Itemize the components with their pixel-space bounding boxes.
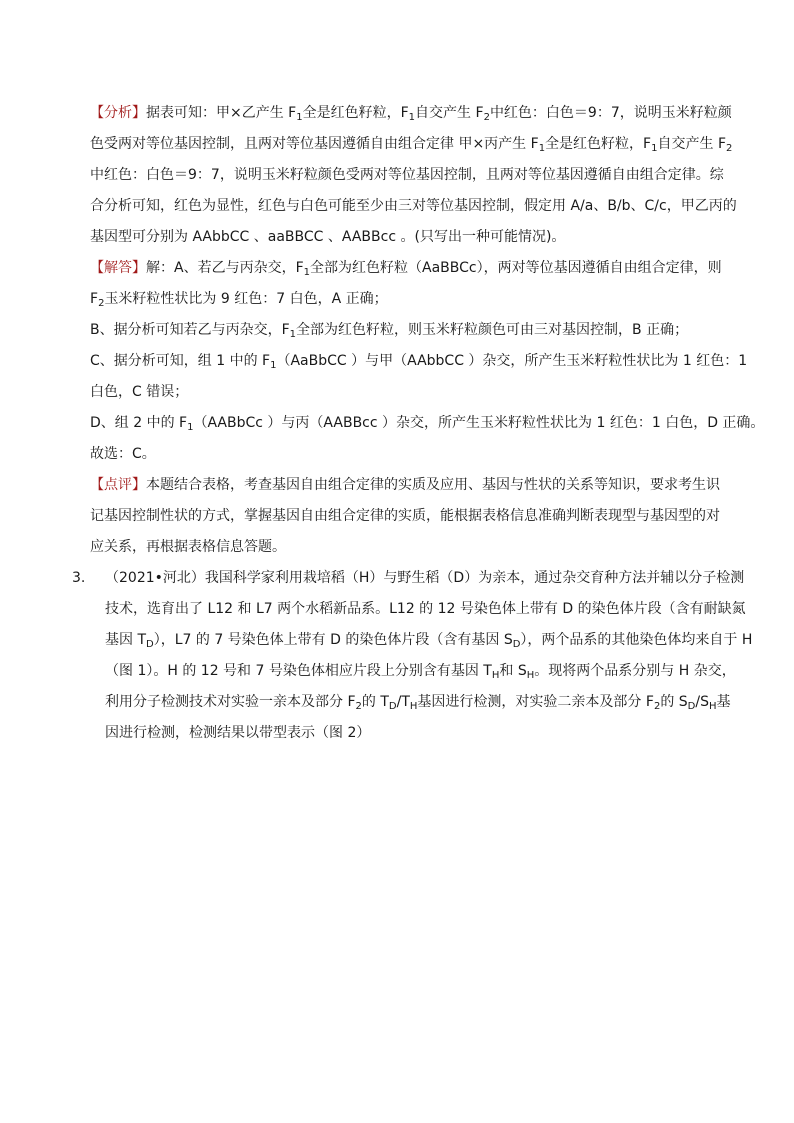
answer-line-2: $F_2$玉米籽粒性状比为 9 红色：7 白色，A 正确； [90,291,388,309]
question-number: 3. [72,570,86,586]
question3-line-6: 因进行检测，检测结果以带型表示（图 2） [105,725,371,741]
comment-tag: 【点评】 [90,477,146,493]
comment-line-1: 【点评】本题结合表格，考查基因自由组合定律的实质及应用、基因与性状的关系等知识，要求考生识 [90,477,720,493]
answer-tag: 【解答】 [90,260,146,276]
comment-line-2: 记基因控制性状的方式，掌握基因自由组合定律的实质，能根据表格信息准确判断表现型与基因型的对 [90,508,720,524]
answer-line-3: B、据分析可知若乙与丙杂交，$F_1$全部为红色籽粒，则玉米籽粒颜色可由三对基因控制，B 正确； [90,322,689,340]
question3-line-3: 基因 $T_D$），L7 的 7 号染色体上带有 D 的染色体片段（含有基因 $S_D$），两个品系的其他染色体均来自于 H [105,632,753,650]
analysis-line-1: 【分析】据表可知：甲×乙产生 $F_1$全是红色籽粒，$F_1$自交产生 $F_2$中红色：白色＝9：7，说明玉米籽粒颜 [90,105,732,123]
question3-line-4: （图 1）。H 的 12 号和 7 号染色体相应片段上分别含有基因 $T_H$和 $S_H$。现将两个品系分别与 H 杂交， [105,663,736,681]
analysis-tag: 【分析】 [90,105,146,121]
analysis-line-4: 合分析可知，红色为显性，红色与白色可能至少由三对等位基因控制，假定用 A/a、B/b、C/c，甲乙丙的 [90,198,737,214]
answer-line-4: C、据分析可知，组 1 中的 $F_1(AaBbCC$ ）与甲（AAbbCC ）杂交，所产生玉米籽粒性状比为 1 红色：1 [90,353,748,371]
analysis-line-3: 中红色：白色＝9：7，说明玉米籽粒颜色受两对等位基因控制，且两对等位基因遵循自由组合定律。综 [90,167,724,183]
answer-line-1: 【解答】解：A、若乙与丙杂交，$F_1$全部为红色籽粒（AaBBCc），两对等位基因遵循自由组合定律，则 [90,260,722,278]
answer-line-5: 白色，C 错误； [90,384,189,400]
analysis-line-2: 色受两对等位基因控制，且两对等位基因遵循自由组合定律 甲×丙产生 $F_1$全是红色籽粒，$F_1$自交产生 $F_2$ [90,136,733,154]
analysis-line-5: 基因型可分别为 AAbbCC 、aaBBCC 、AABBcc 。(只写出一种可能情况)。 [90,229,566,245]
question3-line-5: 利用分子检测技术对实验一亲本及部分 $F_2$的 $T_D/T_H$基因进行检测，对实验二亲本及部分 $F_2$的 $S_D/S_H$基 [105,694,731,712]
question3-line-2: 技术，选育出了 L12 和 L7 两个水稻新品系。L12 的 12 号染色体上带有 D 的染色体片段（含有耐缺氮 [105,601,746,617]
answer-line-7: 故选：C。 [90,446,156,462]
answer-line-6: D、组 2 中的 $F_1(AABbCc$ ）与丙（AABBcc ）杂交，所产生玉米籽粒性状比为 1 红色：1 白色，D 正确。 [90,415,765,433]
question3-line-1: （2021•河北）我国科学家利用栽培稻（H）与野生稻（D）为亲本，通过杂交育种方法并辅以分子检测 [105,570,745,586]
comment-line-3: 应关系，再根据表格信息答题。 [90,539,286,555]
